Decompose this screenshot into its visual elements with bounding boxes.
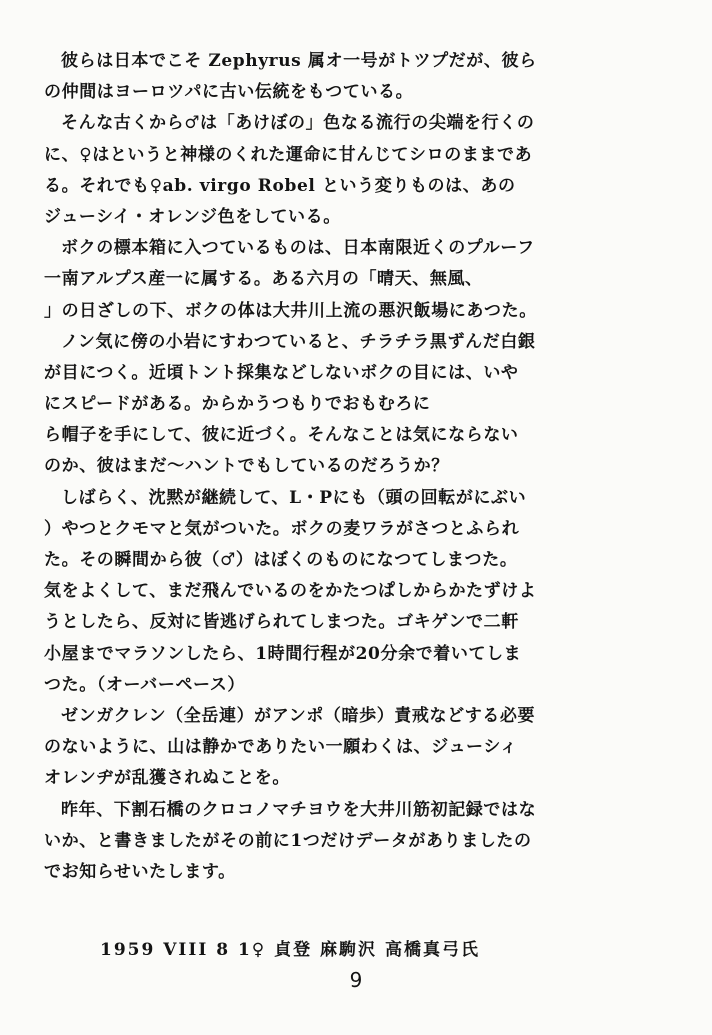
text-line: に、♀はというと神様のくれた運命に甘んじてシロのままであ (44, 144, 533, 165)
text-line: 彼らは日本でこそ Zephyrus 属オ一号がトツプだが、彼ら (61, 51, 537, 71)
text-line: つた。（オーバーペース） (44, 674, 245, 695)
text-line: の仲間はヨーロツパに古い伝統をもつている。 (44, 82, 414, 103)
text-line: のないように、山は静かでありたい一願わくは、ジューシィ (44, 737, 518, 758)
text-line: 小屋までマラソンしたら、1時間行程が20分余で着いてしま (44, 643, 522, 664)
text-line: うとしたら、反対に皆逃げられてしまつた。ゴキゲンで二軒 (44, 612, 519, 633)
text-line: 気をよくして、まだ飛んでいるのをかたつぱしからかたずけよ (44, 581, 537, 602)
page-number: 9 (349, 968, 363, 992)
text-line: でお知らせいたします。 (44, 861, 236, 882)
text-line: る。それでも♀ab. virgo Robel という変りものは、あの (44, 175, 516, 196)
body-text (44, 46, 674, 888)
text-line: が目につく。近頃トント採集などしないボクの目には、いや (44, 362, 519, 383)
text-line: そんな古くから♂は「あけぼの」色なる流行の尖端を行くの (61, 113, 535, 134)
text-line: にスピードがある。からかうつもりでおもむろに (44, 394, 431, 415)
text-line: しばらく、沈黙が継続して、L・Pにも（頭の回転がにぶい (61, 487, 527, 508)
text-line: オレンヂが乱獲されぬことを。 (44, 768, 290, 789)
text-line: ボクの標本箱に入つているものは、日本南限近くのプルーフ (61, 238, 535, 259)
text-line: ら帽子を手にして、彼に近づく。そんなことは気にならない (44, 425, 519, 446)
text-line: ）やつとクモマと気がついた。ボクの麦ワラがさつとふられ (44, 518, 520, 539)
specimen-record: 1959 VIII 8 1♀ 貞登 麻駒沢 高橋真弓氏 (100, 940, 480, 960)
text-line: ジューシイ・オレンジ色をしている。 (44, 206, 341, 227)
text-line: ノン気に傍の小岩にすわつていると、チラチラ黒ずんだ白銀 (61, 331, 536, 352)
text-line: 一南アルプス産一に属する。ある六月の「晴天、無風、 (44, 269, 483, 290)
text-line: 」の日ざしの下、ボクの体は大井川上流の悪沢飯場にあつた。 (44, 300, 537, 321)
text-line: ゼンガクレン（全岳連）がアンポ（暗歩）責戒などする必要 (61, 705, 536, 726)
text-line: 昨年、下割石橋のクロコノマチヨウを大井川筋初記録ではな (61, 799, 537, 820)
text-line: のか、彼はまだ〜ハントでもしているのだろうか？ (44, 456, 449, 477)
text-line: いか、と書きましたがその前に1つだけデータがありましたの (44, 830, 532, 851)
text-line: た。その瞬間から彼（♂）はぼくのものになつてしまつた。 (44, 550, 518, 570)
